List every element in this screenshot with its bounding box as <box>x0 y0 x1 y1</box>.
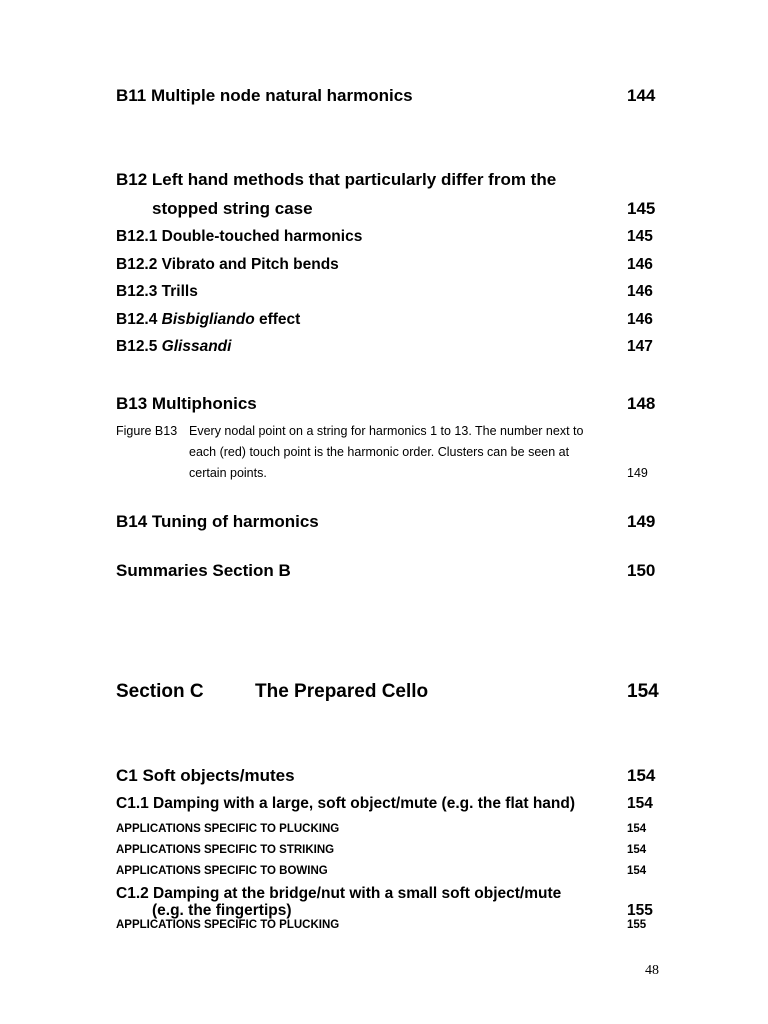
entry-title-line1: C1.2 Damping at the bridge/nut with a small soft object/mute <box>116 885 562 902</box>
entry-title: APPLICATIONS SPECIFIC TO PLUCKING <box>116 823 340 835</box>
entry-title: B11 Multiple node natural harmonics <box>116 86 413 105</box>
entry-title: B13 Multiphonics <box>116 394 257 413</box>
entry-title: APPLICATIONS SPECIFIC TO BOWING <box>116 865 328 877</box>
entry-title: APPLICATIONS SPECIFIC TO STRIKING <box>116 844 335 856</box>
entry-title: B12.1 Double-touched harmonics <box>116 228 363 245</box>
section-label: Section C <box>116 681 204 702</box>
entry-italic: Bisbigliando <box>161 311 255 328</box>
entry-page: 154 <box>627 795 653 812</box>
entry-title-line2: (e.g. the fingertips) <box>152 902 292 919</box>
entry-page: 150 <box>627 561 656 580</box>
entry-title: C1 Soft objects/mutes <box>116 766 295 785</box>
figure-caption-line1: Every nodal point on a string for harmonics 1 to 13. The number next to <box>189 424 584 438</box>
entry-page: 146 <box>627 256 653 273</box>
entry-page: 149 <box>627 466 648 480</box>
entry-title: C1.1 Damping with a large, soft object/mute (e.g. the flat hand) <box>116 795 576 812</box>
figure-caption-line2: each (red) touch point is the harmonic order. Clusters can be seen at <box>189 445 570 459</box>
entry-title-line1: B12 Left hand methods that particularly differ from the <box>116 170 557 189</box>
entry-page: 146 <box>627 283 653 300</box>
entry-title <box>116 311 300 329</box>
entry-page: 154 <box>627 681 659 702</box>
figure-label: Figure B13 <box>116 424 178 438</box>
entry-title-line2: stopped string case <box>152 199 313 218</box>
entry-italic: Glissandi <box>161 338 232 355</box>
entry-title: APPLICATIONS SPECIFIC TO PLUCKING <box>116 919 340 931</box>
entry-page: 154 <box>627 865 647 877</box>
entry-page: 149 <box>627 512 656 531</box>
entry-title: B12.2 Vibrato and Pitch bends <box>116 256 339 273</box>
entry-title <box>116 338 231 356</box>
entry-page: 154 <box>627 844 647 856</box>
entry-page: 155 <box>627 919 647 931</box>
entry-title: B14 Tuning of harmonics <box>116 512 319 531</box>
entry-title: Summaries Section B <box>116 561 291 580</box>
entry-page: 154 <box>627 823 647 835</box>
entry-page: 147 <box>627 338 653 355</box>
figure-caption-line3: certain points. <box>189 466 267 480</box>
entry-suffix: effect <box>254 311 301 328</box>
page-number: 48 <box>645 963 659 978</box>
entry-prefix: B12.4 <box>116 311 162 328</box>
entry-page: 155 <box>627 902 653 919</box>
entry-page: 146 <box>627 311 653 328</box>
entry-page: 144 <box>627 86 656 105</box>
entry-title: B12.3 Trills <box>116 283 198 300</box>
entry-page: 145 <box>627 199 656 218</box>
section-title: The Prepared Cello <box>255 681 429 702</box>
entry-page: 154 <box>627 766 656 785</box>
entry-page: 148 <box>627 394 656 413</box>
entry-prefix: B12.5 <box>116 338 162 355</box>
entry-page: 145 <box>627 228 653 245</box>
